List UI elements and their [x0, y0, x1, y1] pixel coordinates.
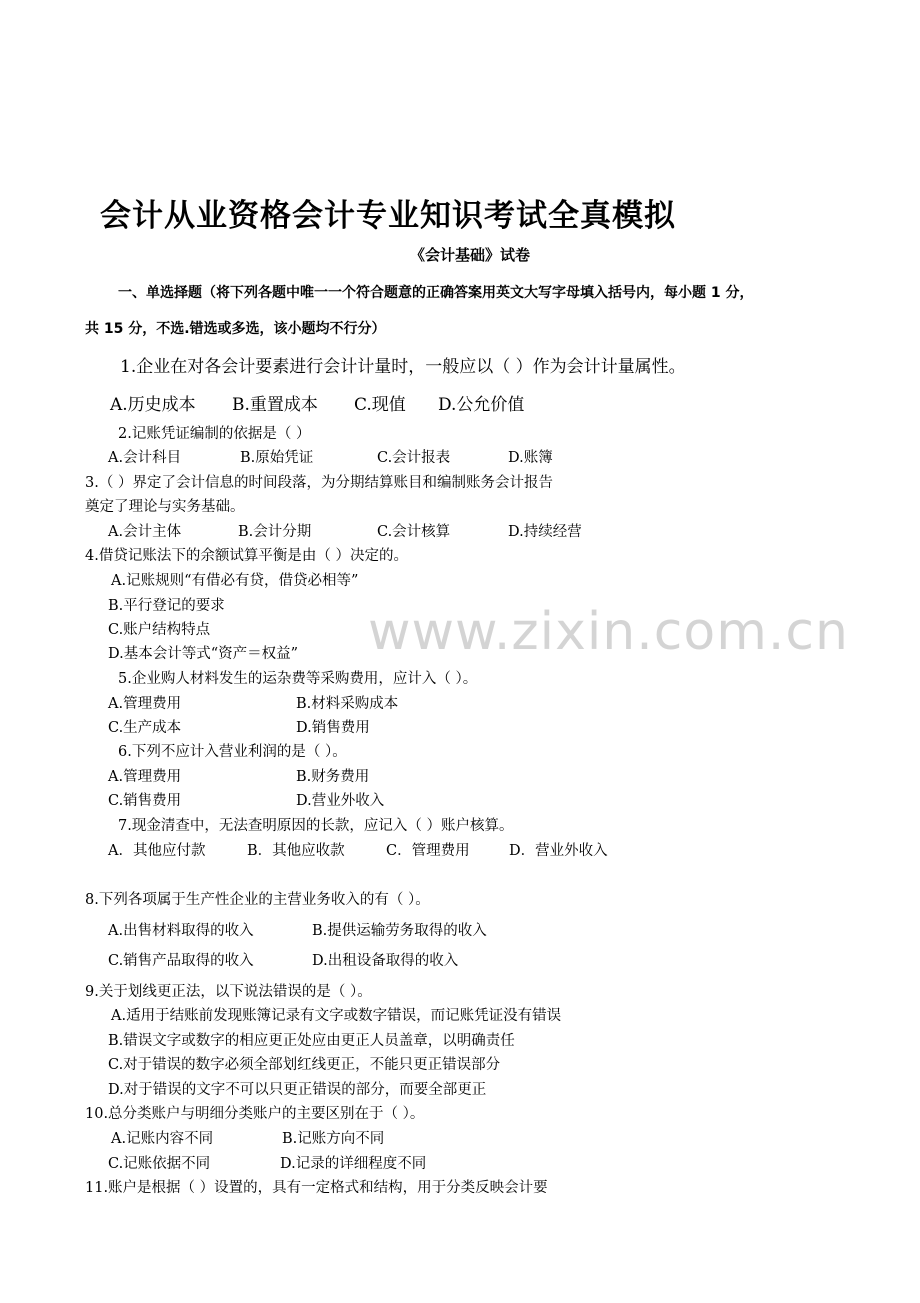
question-3-option-c: C.会计核算 — [377, 524, 451, 540]
question-1-stem: 1.企业在对各会计要素进行会计计量时，一般应以（ ）作为会计计量属性。 — [120, 357, 686, 377]
exam-title: 会计从业资格会计专业知识考试全真模拟 — [100, 198, 676, 234]
question-7-option-c: C．管理费用 — [386, 843, 470, 859]
question-9-option-b: B.错误文字或数字的相应更正处应由更正人员盖章，以明确责任 — [108, 1033, 515, 1049]
question-5-option-c: C.生产成本 — [108, 720, 182, 736]
question-1-option-d: D.公允价值 — [438, 395, 525, 415]
section-instructions-line2: 共 15 分，不选.错选或多选，该小题均不行分） — [85, 321, 386, 337]
question-9-option-c: C.对于错误的数字必须全部划红线更正，不能只更正错误部分 — [108, 1057, 501, 1073]
question-5-stem: 5.企业购人材料发生的运杂费等采购费用，应计入（ ）。 — [118, 671, 478, 687]
question-7-option-a: A．其他应付款 — [108, 843, 206, 859]
question-4-stem: 4.借贷记账法下的余额试算平衡是由（ ）决定的。 — [85, 548, 408, 564]
question-4-option-d: D.基本会计等式“资产＝权益” — [108, 646, 299, 662]
question-7-option-d: D．营业外收入 — [509, 843, 608, 859]
question-2-option-b: B.原始凭证 — [240, 450, 314, 466]
question-6-option-b: B.财务费用 — [296, 769, 370, 785]
question-5-option-d: D.销售费用 — [296, 720, 370, 736]
question-4-option-a: A.记账规则“有借必有贷，借贷必相等” — [111, 573, 359, 589]
question-4-option-b: B.平行登记的要求 — [108, 598, 225, 614]
question-10-option-d: D.记录的详细程度不同 — [280, 1156, 427, 1172]
question-10-option-a: A.记账内容不同 — [111, 1131, 214, 1147]
question-8-option-c: C.销售产品取得的收入 — [108, 953, 254, 969]
question-1-option-c: C.现值 — [354, 395, 406, 415]
question-10-option-b: B.记账方向不同 — [282, 1131, 385, 1147]
question-2-option-a: A.会计科目 — [108, 450, 182, 466]
question-2-stem: 2.记账凭证编制的依据是（ ） — [118, 426, 311, 442]
question-6-option-c: C.销售费用 — [108, 793, 182, 809]
question-10-option-c: C.记账依据不同 — [108, 1156, 211, 1172]
question-7-stem: 7.现金清查中，无法查明原因的长款，应记入（ ）账户核算。 — [118, 818, 514, 834]
question-1-option-b: B.重置成本 — [232, 395, 318, 415]
question-9-option-a: A.适用于结账前发现账簿记录有文字或数字错误，而记账凭证没有错误 — [111, 1008, 562, 1024]
question-6-option-d: D.营业外收入 — [296, 793, 385, 809]
question-5-option-b: B.材料采购成本 — [296, 696, 399, 712]
question-10-stem: 10.总分类账户与明细分类账户的主要区别在于（ ）。 — [85, 1106, 425, 1122]
question-6-stem: 6.下列不应计入营业利润的是（ ）。 — [118, 744, 347, 760]
question-5-option-a: A.管理费用 — [108, 696, 182, 712]
question-8-stem: 8.下列各项属于生产性企业的主营业务收入的有（ ）。 — [85, 892, 430, 908]
question-8-option-d: D.出租设备取得的收入 — [312, 953, 459, 969]
question-2-option-c: C.会计报表 — [377, 450, 451, 466]
exam-subtitle: 《会计基础》试卷 — [410, 246, 531, 264]
question-3-option-d: D.持续经营 — [508, 524, 582, 540]
question-8-option-a: A.出售材料取得的收入 — [108, 923, 254, 939]
question-2-option-d: D.账簿 — [508, 450, 553, 466]
question-3-option-b: B.会计分期 — [238, 524, 312, 540]
question-1-option-a: A.历史成本 — [110, 395, 196, 415]
question-4-option-c: C.账户结构特点 — [108, 622, 211, 638]
section-instructions-line1: 一、单选择题（将下列各题中唯一一个符合题意的正确答案用英文大写字母填入括号内，每小题 1 分， — [118, 285, 754, 301]
question-6-option-a: A.管理费用 — [108, 769, 182, 785]
question-7-option-b: B．其他应收款 — [247, 843, 345, 859]
question-3-stem-line1: 3.（ ）界定了会计信息的时间段落，为分期结算账目和编制账务会计报告 — [85, 475, 553, 491]
question-8-option-b: B.提供运输劳务取得的收入 — [312, 923, 487, 939]
question-9-option-d: D.对于错误的文字不可以只更正错误的部分，而要全部更正 — [108, 1082, 487, 1098]
question-3-stem-line2: 奠定了理论与实务基础。 — [85, 499, 245, 515]
question-3-option-a: A.会计主体 — [108, 524, 182, 540]
question-9-stem: 9.关于划线更正法，以下说法错误的是（ ）。 — [85, 984, 372, 1000]
watermark: www.zixin.com.cn — [368, 602, 849, 662]
question-11-stem: 11.账户是根据（ ）设置的，具有一定格式和结构，用于分类反映会计要 — [85, 1180, 548, 1196]
